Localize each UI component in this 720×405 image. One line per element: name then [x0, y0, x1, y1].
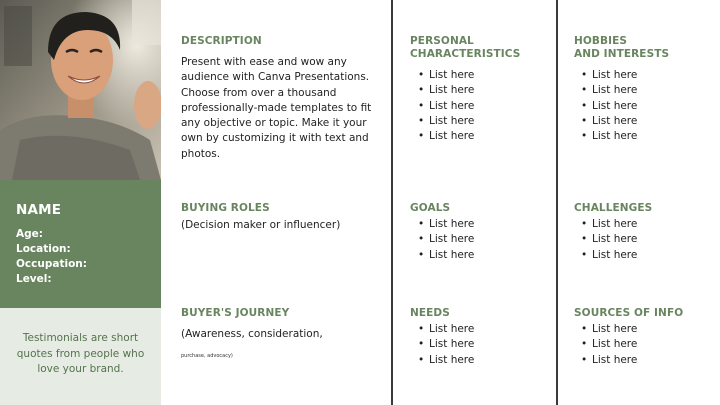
needs-list	[418, 322, 474, 368]
personal-characteristics-title	[410, 35, 520, 61]
level-label: Level:	[16, 273, 52, 285]
hobbies-title	[574, 35, 669, 61]
list-item: • List here	[418, 337, 474, 352]
list-item: • List here	[418, 99, 474, 114]
sources-of-info-title: SOURCES OF INFO	[574, 307, 684, 319]
list-item: • List here	[581, 353, 637, 368]
description-text: Present with ease and wow any audience with Canva Presentations. Choose from over a thousand professionally-made templates to fit any objective or topic. Make it your own by customizing it with text and photos.	[181, 56, 372, 160]
person-photo-image	[0, 0, 161, 180]
buying-roles-title: BUYING ROLES	[181, 202, 270, 214]
list-item: • List here	[418, 322, 474, 337]
location-label: Location:	[16, 243, 71, 255]
list-item: • List here	[581, 217, 637, 232]
hobbies-list	[581, 68, 637, 144]
list-item: • List here	[418, 248, 474, 263]
personal-characteristics-title-line1: PERSONAL	[410, 35, 474, 47]
list-item: • List here	[581, 83, 637, 98]
age-label: Age:	[16, 228, 43, 240]
occupation-label: Occupation:	[16, 258, 87, 270]
list-item: • List here	[581, 232, 637, 247]
list-item: • List here	[581, 114, 637, 129]
sources-of-info-list	[581, 322, 637, 368]
list-item: • List here	[581, 129, 637, 144]
list-item: • List here	[581, 99, 637, 114]
list-item: • List here	[581, 68, 637, 83]
testimonial-text: Testimonials are short quotes from people who love your brand.	[16, 332, 145, 375]
buyers-journey-small-text: purchase, advocacy)	[181, 353, 233, 359]
goals-list	[418, 217, 474, 263]
list-item: • List here	[418, 83, 474, 98]
list-item: • List here	[418, 232, 474, 247]
personal-characteristics-title-line2: CHARACTERISTICS	[410, 48, 521, 60]
column-divider	[556, 0, 558, 405]
persona-profile-card	[0, 180, 161, 308]
persona-photo	[0, 0, 161, 180]
buyers-journey-text: (Awareness, consideration,	[181, 328, 323, 340]
list-item: • List here	[581, 322, 637, 337]
column-divider	[391, 0, 393, 405]
list-item: • List here	[581, 337, 637, 352]
list-item: • List here	[418, 68, 474, 83]
list-item: • List here	[418, 353, 474, 368]
buyers-journey-title: BUYER'S JOURNEY	[181, 307, 290, 319]
buying-roles-text: (Decision maker or influencer)	[181, 219, 341, 231]
personal-characteristics-list	[418, 68, 474, 144]
challenges-title: CHALLENGES	[574, 202, 653, 214]
testimonial-box	[0, 308, 161, 405]
list-item: • List here	[581, 248, 637, 263]
list-item: • List here	[418, 114, 474, 129]
description-title: DESCRIPTION	[181, 35, 262, 47]
challenges-list	[581, 217, 637, 263]
list-item: • List here	[418, 129, 474, 144]
needs-title: NEEDS	[410, 307, 450, 319]
persona-name: NAME	[16, 202, 62, 218]
goals-title: GOALS	[410, 202, 451, 214]
hobbies-title-line1: HOBBIES	[574, 35, 628, 47]
hobbies-title-line2: AND INTERESTS	[574, 48, 670, 60]
list-item: • List here	[418, 217, 474, 232]
